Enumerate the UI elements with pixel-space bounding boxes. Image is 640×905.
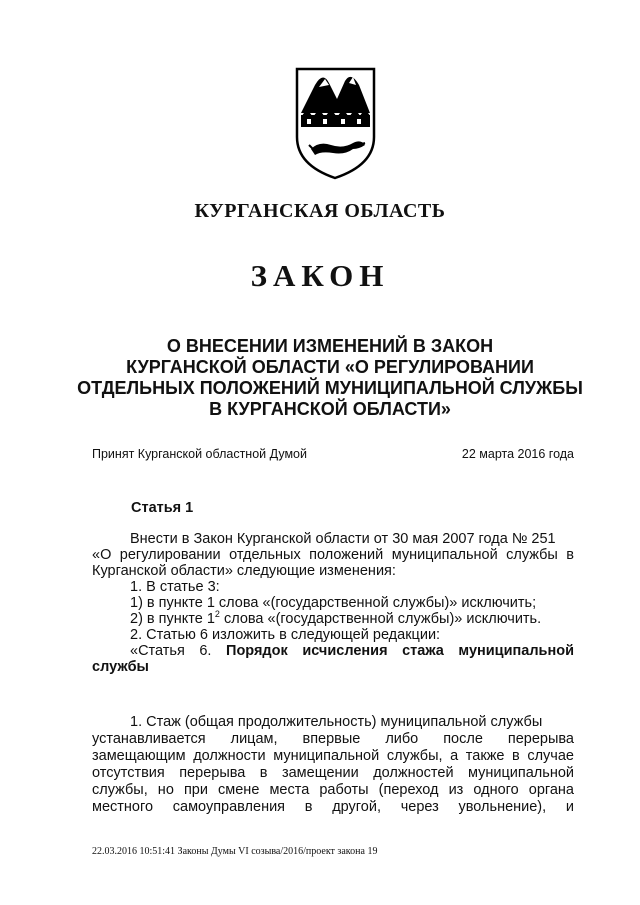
law-title-line: ОТДЕЛЬНЫХ ПОЛОЖЕНИЙ МУНИЦИПАЛЬНОЙ СЛУЖБЫ	[77, 378, 583, 398]
paragraph-line: замещающим должности муниципальной службы, а также в случае	[92, 748, 574, 764]
law-title-line: КУРГАНСКОЙ ОБЛАСТИ «О РЕГУЛИРОВАНИИ	[126, 357, 534, 377]
law-title	[60, 336, 600, 420]
region-name: КУРГАНСКАЯ ОБЛАСТЬ	[194, 200, 446, 222]
subitem-2-start: 2) в пункте 1	[130, 611, 215, 627]
new-article-title-end: службы	[92, 659, 149, 675]
new-article-title-line	[92, 659, 574, 675]
item-1: 1. В статье 3:	[130, 579, 220, 595]
paragraph-line: 1. Стаж (общая продолжительность) муниципальной службы	[130, 714, 543, 730]
article-heading: Статья 1	[131, 500, 194, 516]
new-article-title-line	[92, 643, 574, 659]
paragraph-line: отсутствия перерыва в замещении должностей муниципальной	[92, 765, 574, 781]
adoption-date: 22 марта 2016 года	[461, 447, 574, 461]
law-title-line: О ВНЕСЕНИИ ИЗМЕНЕНИЙ В ЗАКОН	[166, 336, 494, 356]
superscript: 2	[214, 609, 220, 620]
document-type: ЗАКОН	[250, 258, 390, 293]
paragraph-line: устанавливается лицам, впервые либо после перерыва	[92, 731, 574, 747]
article-body	[92, 531, 574, 675]
paragraph-line: службы, но при смене места работы (переход из одного органа	[92, 782, 574, 798]
adoption-line	[92, 447, 574, 461]
paragraph-line: местного самоуправления в другой, через увольнение), и	[92, 799, 574, 815]
law-title-line: В КУРГАНСКОЙ ОБЛАСТИ»	[209, 399, 451, 419]
item-1-subitem-2	[92, 611, 574, 627]
coat-of-arms-icon	[289, 65, 382, 180]
intro-line: Внести в Закон Курганской области от 30 мая 2007 года № 251	[130, 531, 556, 547]
document-footer: 22.03.2016 10:51:41 Законы Думы VI созыва/2016/проект закона 19	[92, 846, 378, 857]
paragraph-1	[92, 714, 574, 816]
item-2: 2. Статью 6 изложить в следующей редакции:	[130, 627, 441, 643]
intro-line: «О регулировании отдельных положений муниципальной службы в	[92, 547, 574, 563]
new-article-title: Порядок исчисления стажа муниципальной	[226, 643, 574, 659]
item-1-subitem-1: 1) в пункте 1 слова «(государственной службы)» исключить;	[130, 595, 537, 611]
subitem-2-end: слова «(государственной службы)» исключить.	[219, 611, 542, 627]
adopted-by: Принят Курганской областной Думой	[92, 447, 307, 461]
intro-line: Курганской области» следующие изменения:	[92, 563, 396, 579]
new-article-prefix: «Статья 6.	[130, 643, 227, 659]
